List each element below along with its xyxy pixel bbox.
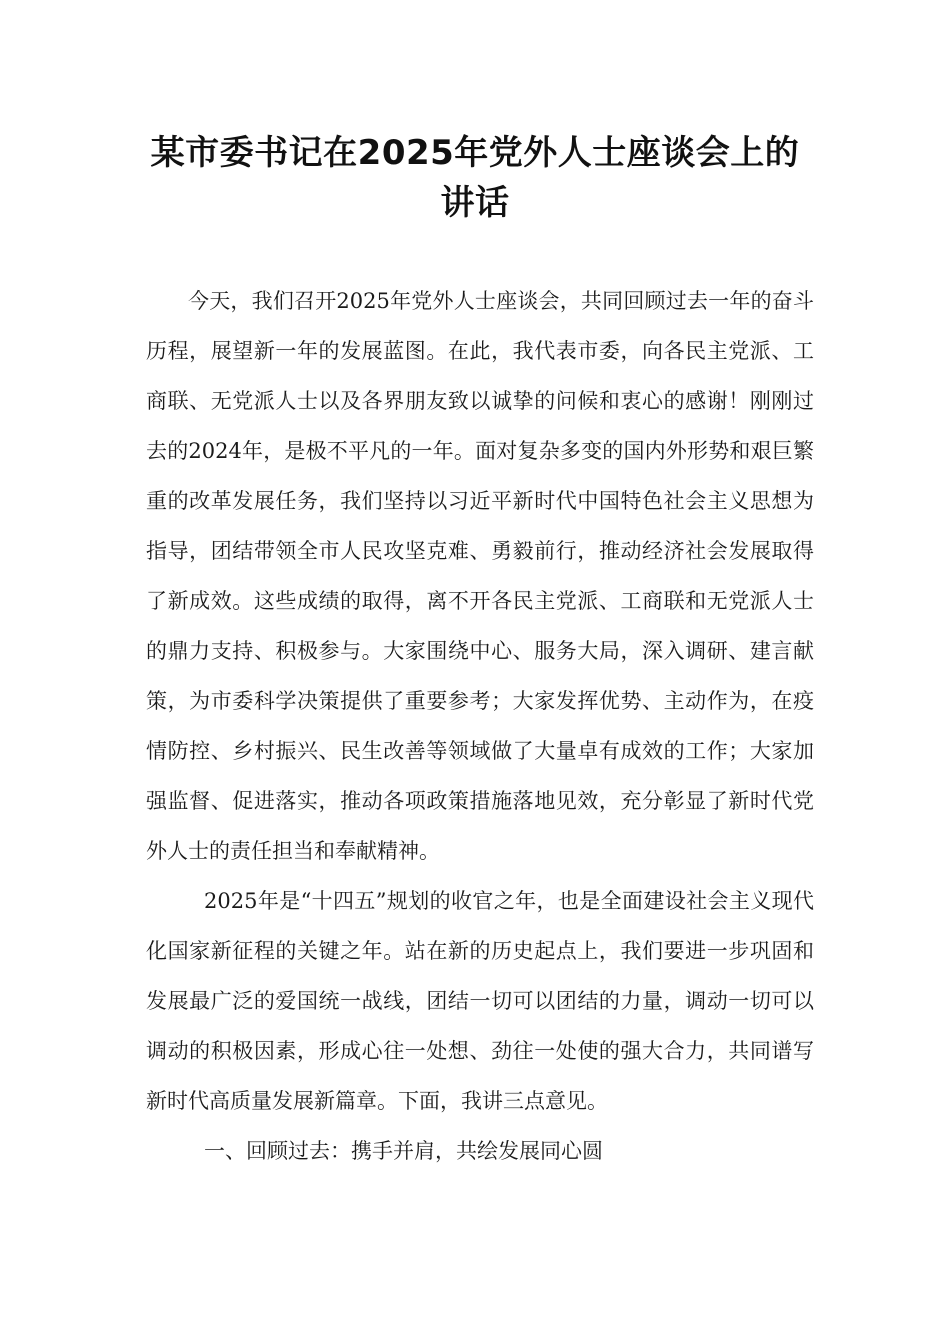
- document-title: [120, 128, 830, 228]
- title-line-1: 某市委书记在2025年党外人士座谈会上的: [150, 133, 800, 173]
- paragraph-second: 2025年是“十四五”规划的收官之年，也是全面建设社会主义现代化国家新征程的关键之年。站在新的历史起点上，我们要进一步巩固和发展最广泛的爱国统一战线，团结一切可以团结的力量，调动一切可以调动的积极因素，形成心往一处想、劲往一处使的强大合力，共同谱写新时代高质量发展新篇章。下面，我讲三点意见。: [146, 889, 814, 1113]
- document-body: [146, 276, 814, 1176]
- section-heading: 一、回顾过去：携手并肩，共绘发展同心圆: [204, 1139, 603, 1163]
- paragraph-opening: 今天，我们召开2025年党外人士座谈会，共同回顾过去一年的奋斗历程，展望新一年的发展蓝图。在此，我代表市委，向各民主党派、工商联、无党派人士以及各界朋友致以诚挚的问候和衷心的感谢！刚刚过去的2024年，是极不平凡的一年。面对复杂多变的国内外形势和艰巨繁重的改革发展任务，我们坚持以习近平新时代中国特色社会主义思想为指导，团结带领全市人民攻坚克难、勇毅前行，推动经济社会发展取得了新成效。这些成绩的取得，离不开各民主党派、工商联和无党派人士的鼎力支持、积极参与。大家围绕中心、服务大局，深入调研、建言献策，为市委科学决策提供了重要参考；大家发挥优势、主动作为，在疫情防控、乡村振兴、民生改善等领域做了大量卓有成效的工作；大家加强监督、促进落实，推动各项政策措施落地见效，充分彰显了新时代党外人士的责任担当和奉献精神。: [146, 289, 814, 863]
- title-line-2: 讲话: [440, 183, 510, 223]
